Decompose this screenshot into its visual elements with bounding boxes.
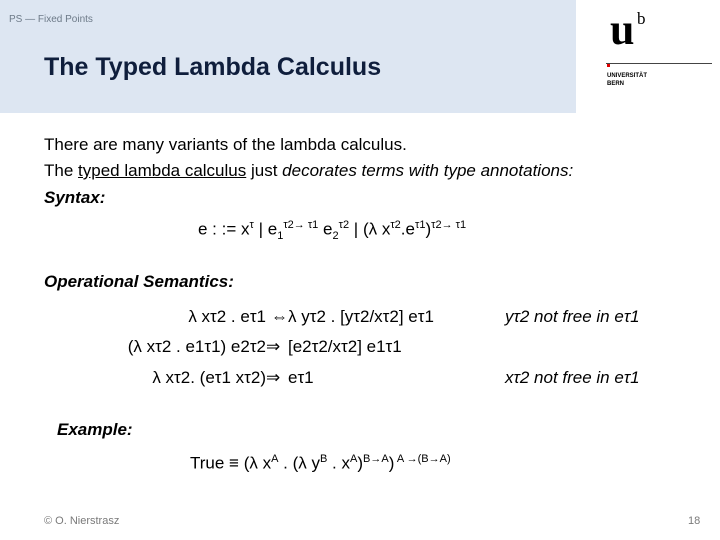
- syntax-sup: τ: [249, 219, 254, 231]
- alpha-condition: yτ2 not free in eτ1: [505, 307, 640, 326]
- intro-text-b: just: [246, 161, 283, 180]
- syntax-sub: 1: [277, 230, 284, 243]
- footer-author: © O. Nierstrasz: [44, 515, 120, 527]
- example-sup: B: [319, 453, 328, 465]
- example-sup: B→A: [363, 453, 389, 465]
- intro-text-a: The: [44, 161, 79, 180]
- syntax-part: .e: [400, 219, 415, 239]
- header-band: [0, 0, 576, 113]
- syntax-sup: τ2→ τ1: [431, 219, 467, 231]
- example-part: ): [357, 453, 364, 473]
- intro-line-2: [44, 161, 573, 181]
- example-part: ): [388, 453, 395, 473]
- logo-b: b: [637, 9, 646, 28]
- example-sup: A: [271, 453, 279, 465]
- eta-operator: ⇒: [266, 368, 281, 387]
- beta-rhs: [e2τ2/xτ2] e1τ1: [288, 337, 402, 356]
- syntax-part: e : := x: [198, 219, 250, 239]
- logo-rule: [606, 63, 712, 64]
- syntax-part: | (λ x: [349, 219, 391, 239]
- example-sup: A: [350, 453, 358, 465]
- syntax-sup: τ2: [338, 219, 350, 231]
- example-label: Example:: [57, 420, 133, 439]
- eta-condition: xτ2 not free in eτ1: [505, 368, 640, 387]
- example-sup: A →(B→A): [394, 453, 451, 465]
- example-part: True ≡ (λ x: [190, 453, 272, 473]
- intro-emphasis: decorates terms with type annotations:: [282, 161, 574, 180]
- syntax-sub: 2: [332, 230, 339, 243]
- logo-u: u: [610, 5, 635, 54]
- eta-lhs: λ xτ2. (eτ1 xτ2): [152, 368, 266, 387]
- example-formula: [190, 449, 451, 474]
- syntax-rule: [198, 215, 466, 246]
- logo-text: [607, 72, 647, 88]
- alpha-lhs: λ xτ2 . eτ1: [188, 307, 266, 326]
- syntax-sup: τ2→ τ1: [283, 219, 319, 231]
- logo-line2: BERN: [607, 81, 625, 87]
- syntax-part: e: [318, 219, 333, 239]
- syntax-part: | e: [253, 219, 278, 239]
- example-part: . (λ y: [278, 453, 320, 473]
- section-label: PS — Fixed Points: [9, 14, 93, 25]
- beta-operator: ⇒: [266, 337, 281, 356]
- opsem-label: Operational Semantics:: [44, 272, 234, 291]
- page-number: 18: [688, 515, 701, 527]
- logo-red-mark: [607, 64, 610, 67]
- syntax-label: Syntax:: [44, 188, 106, 207]
- logo-line1: UNIVERSITÄT: [607, 73, 648, 79]
- alpha-rhs: λ yτ2 . [yτ2/xτ2] eτ1: [288, 307, 434, 326]
- beta-lhs: (λ xτ2 . e1τ1) e2τ2: [127, 337, 266, 356]
- eta-rhs: eτ1: [288, 368, 314, 387]
- typed-lambda-link[interactable]: typed lambda calculus: [78, 161, 247, 180]
- example-part: . x: [327, 453, 350, 473]
- syntax-part: ): [425, 219, 432, 239]
- university-logo: [606, 6, 712, 92]
- slide-title: The Typed Lambda Calculus: [44, 53, 382, 81]
- intro-line-1: There are many variants of the lambda calculus.: [44, 135, 407, 154]
- syntax-sup: τ2: [390, 219, 401, 231]
- alpha-operator: ⇔: [271, 307, 288, 326]
- syntax-sup: τ1: [414, 219, 426, 231]
